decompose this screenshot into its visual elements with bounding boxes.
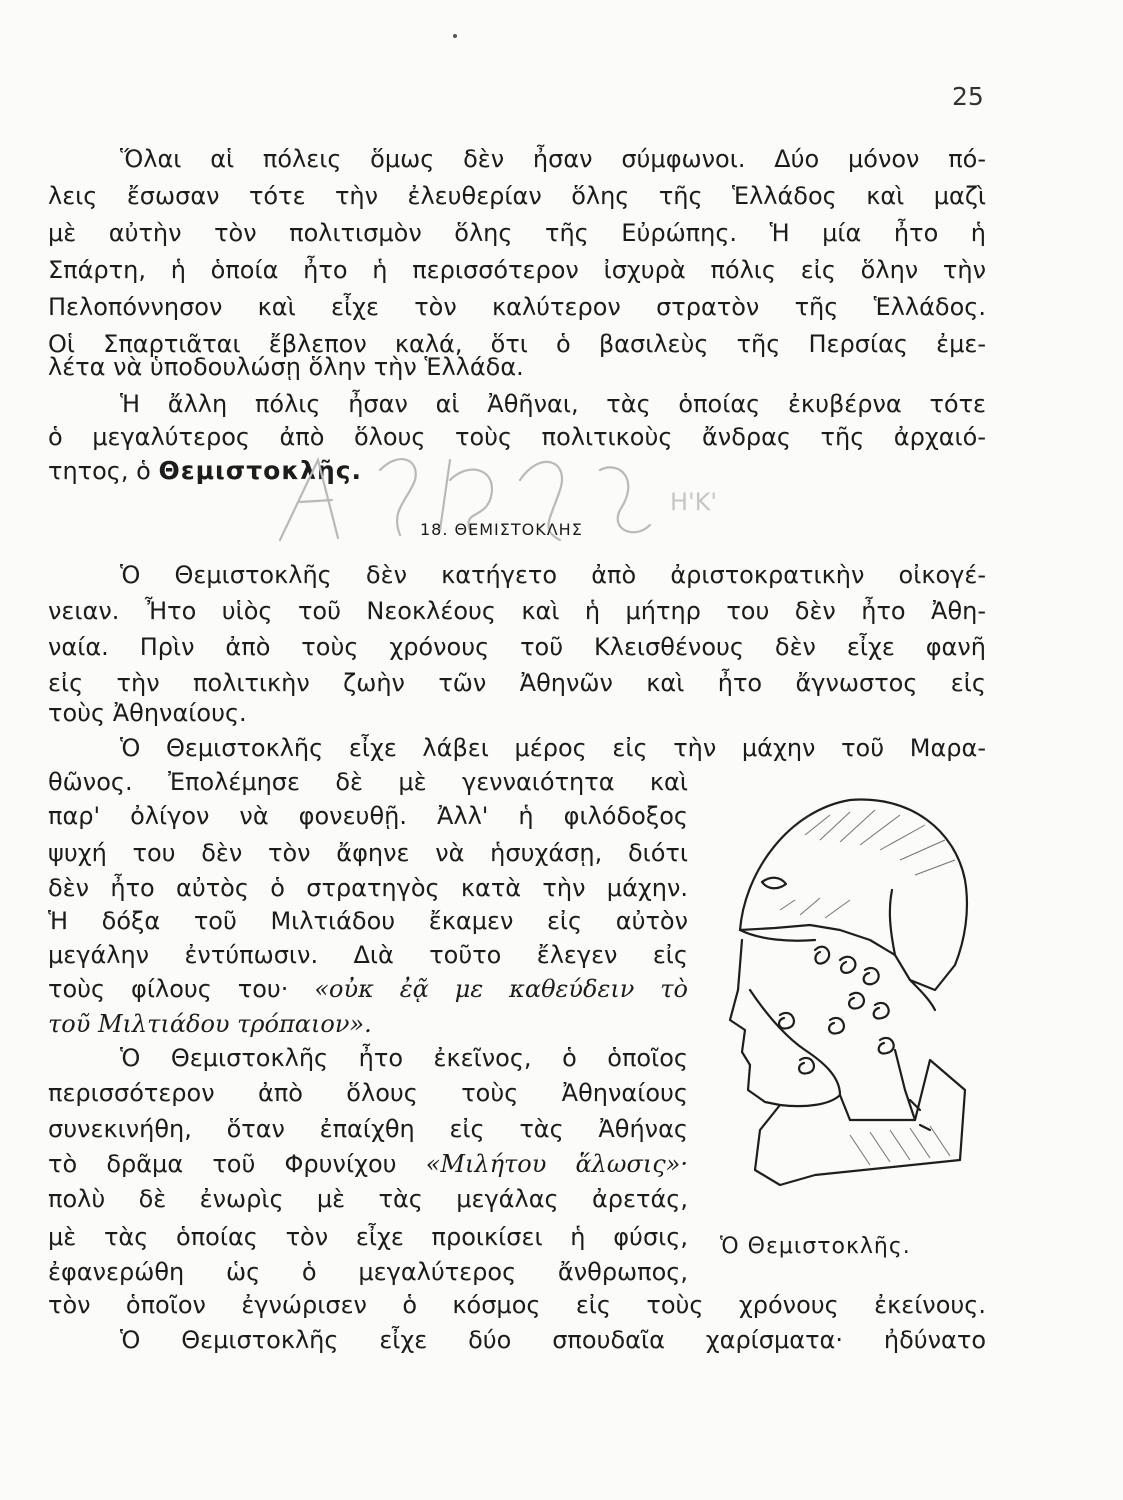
text-line: Ὁ Θεμιστοκλῆς εἶχε δύο σπουδαῖα χαρίσματα· ἠδύνατο — [120, 1326, 986, 1354]
title-italic: «Μιλήτου ἅλωσις»· — [425, 1150, 688, 1178]
text-line: περισσότερον ἀπὸ ὅλους τοὺς Ἀθηναίους — [48, 1079, 688, 1107]
text-line: λέτα νὰ ὑποδουλώσῃ ὅλην τὴν Ἑλλάδα. — [48, 353, 524, 381]
speck-mark — [453, 34, 457, 38]
text-fragment: τοὺς φίλους του· — [48, 975, 315, 1003]
quote-italic-line: τοῦ Μιλτιάδου τρόπαιον». — [48, 1010, 372, 1038]
text-line: δὲν ἦτο αὐτὸς ὁ στρατηγὸς κατὰ τὴν μάχην. — [48, 874, 688, 902]
section-heading: 18. ΘΕΜΙΣΤΟΚΛΗΣ — [420, 520, 583, 539]
text-line: μὲ αὐτὴν τὸν πολιτισμὸν ὅλης τῆς Εὐρώπης. Ἡ μία ἦτο ἡ — [48, 219, 986, 247]
text-line: συνεκινήθη, ὅταν ἐπαίχθη εἰς τὰς Ἀθήνας — [48, 1115, 688, 1143]
text-line: Ὁ Θεμιστοκλῆς εἶχε λάβει μέρος εἰς τὴν μάχην τοῦ Μαρα- — [120, 734, 986, 762]
pencil-mark-text: Η'Κ' — [670, 488, 717, 516]
text-line: ναία. Πρὶν ἀπὸ τοὺς χρόνους τοῦ Κλεισθένους δὲν εἶχε φανῆ — [48, 633, 986, 661]
text-line: μὲ τὰς ὁποίας τὸν εἶχε προικίσει ἡ φύσις, — [48, 1223, 688, 1251]
text-fragment: τὸ δρᾶμα τοῦ Φρυνίχου — [48, 1150, 426, 1178]
text-line: Ὁ Θεμιστοκλῆς δὲν κατήγετο ἀπὸ ἀριστοκρατικὴν οἰκογέ- — [120, 561, 986, 589]
text-fragment: τητος, ὁ — [48, 457, 159, 485]
text-line: ἐφανερώθη ὡς ὁ μεγαλύτερος ἄνθρωπος, — [48, 1258, 688, 1286]
text-line: Σπάρτη, ἡ ὁποία ἦτο ἡ περισσότερον ἰσχυρὰ πόλις εἰς ὅλην τὴν — [48, 256, 986, 284]
themistocles-bust-illustration — [720, 790, 970, 1220]
text-line: εἰς τὴν πολιτικὴν ζωὴν τῶν Ἀθηνῶν καὶ ἦτο ἄγνωστος εἰς — [48, 669, 986, 697]
text-line: Ὅλαι αἱ πόλεις ὅμως δὲν ἦσαν σύμφωνοι. Δύο μόνον πό- — [120, 145, 986, 173]
text-line: Ἡ ἄλλη πόλις ἦσαν αἱ Ἀθῆναι, τὰς ὁποίας ἐκυβέρνα τότε — [120, 390, 986, 418]
text-line — [48, 1149, 688, 1179]
text-line: παρ' ὀλίγον νὰ φονευθῇ. Ἀλλ' ἡ φιλόδοξος — [48, 802, 688, 830]
illustration-caption: Ὁ Θεμιστοκλῆς. — [720, 1234, 911, 1259]
text-line: Ὁ Θεμιστοκλῆς ἦτο ἐκεῖνος, ὁ ὁποῖος — [120, 1044, 688, 1072]
text-line: Οἱ Σπαρτιᾶται ἔβλεπον καλά, ὅτι ὁ βασιλεὺς τῆς Περσίας ἐμε- — [48, 330, 986, 358]
text-line: τὸν ὁποῖον ἐγνώρισεν ὁ κόσμος εἰς τοὺς χρόνους ἐκείνους. — [48, 1291, 986, 1319]
text-line — [48, 974, 688, 1004]
text-line: μεγάλην ἐντύπωσιν. Διὰ τοῦτο ἔλεγεν εἰς — [48, 941, 688, 969]
text-line: ὁ μεγαλύτερος ἀπὸ ὅλους τοὺς πολιτικοὺς ἄνδρας τῆς ἀρχαιό- — [48, 423, 986, 451]
text-line: νειαν. Ἦτο υἱὸς τοῦ Νεοκλέους καὶ ἡ μήτηρ του δὲν ἦτο Ἀθη- — [48, 597, 986, 625]
text-line: θῶνος. Ἐπολέμησε δὲ μὲ γενναιότητα καὶ — [48, 768, 688, 796]
text-line: πολὺ δὲ ἐνωρὶς μὲ τὰς μεγάλας ἀρετάς, — [48, 1185, 688, 1213]
text-line: Ἡ δόξα τοῦ Μιλτιάδου ἔκαμεν εἰς αὐτὸν — [48, 907, 688, 935]
text-line: λεις ἔσωσαν τότε τὴν ἐλευθερίαν ὅλης τῆς Ἑλλάδος καὶ μαζὶ — [48, 182, 986, 210]
page-number: 25 — [952, 82, 984, 111]
text-line: ψυχή του δὲν τὸν ἄφηνε νὰ ἡσυχάσῃ, διότι — [48, 839, 688, 867]
text-line: Πελοπόννησον καὶ εἶχε τὸν καλύτερον στρατὸν τῆς Ἑλλάδος. — [48, 293, 986, 321]
name-themistocles-bold: Θεμιστοκλῆς. — [158, 456, 363, 485]
text-line: τοὺς Ἀθηναίους. — [48, 699, 247, 727]
quote-italic: «οὐκ ἐᾷ με καθεύδειν τὸ — [314, 975, 688, 1003]
